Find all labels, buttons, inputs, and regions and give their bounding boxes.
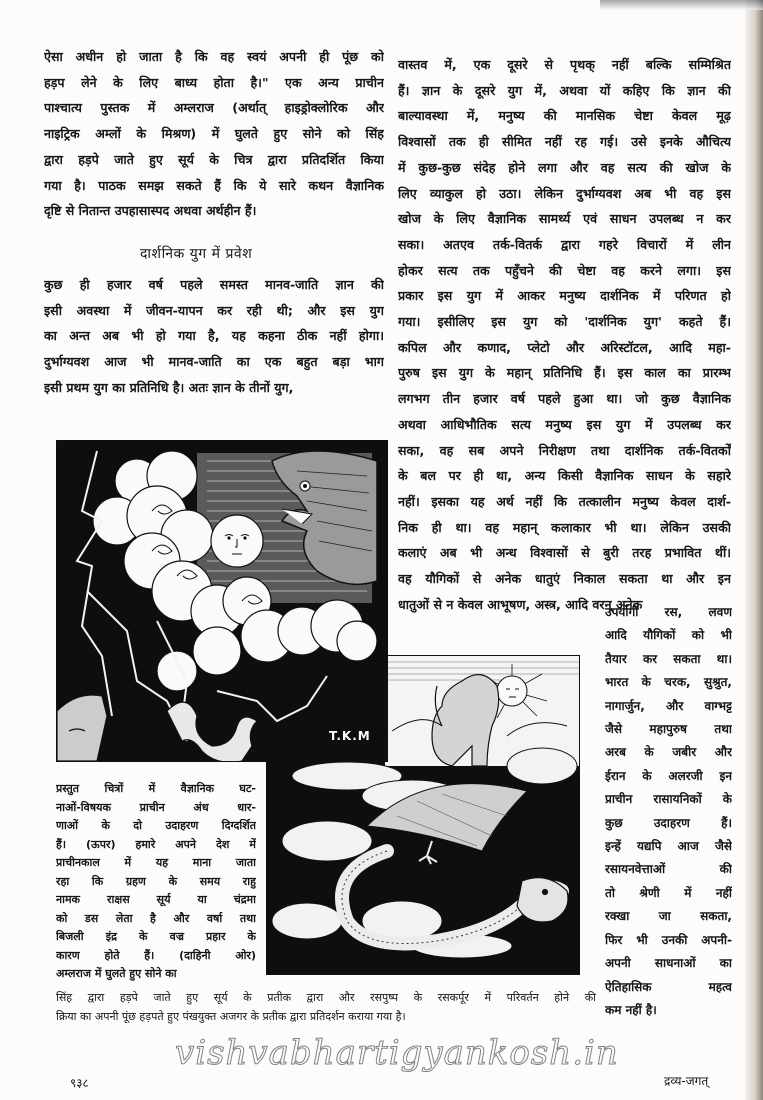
text-line: प्राचीनकाल में यह माना जाता	[56, 856, 256, 869]
text-line: खोज के लिए वैज्ञानिक सामर्थ्य एवं साधन उपलब्ध न कर	[398, 211, 731, 227]
text-line: तैयार कर सकता था।	[605, 651, 732, 666]
text-line: भारत के चरक, सुश्रुत,	[605, 675, 732, 690]
text-line: जैसे महापुरुष तथा	[605, 722, 732, 737]
text-line: में कुछ-कुछ संदेह होने लगा और वह सत्य की खोज के	[398, 159, 731, 175]
text-line: कपिल और कणाद, प्लेटो और अरिस्टॉटल, आदि महा-	[398, 339, 731, 355]
text-line: इसी अवस्था में जीवन-यापन कर रही थी; और इस युग	[44, 302, 384, 318]
text-line: नाओं-विषयक प्राचीन अंध धार-	[56, 800, 256, 814]
text-line: वास्तव में, एक दूसरे से पृथक् नहीं बल्कि सम्मिश्रित	[398, 57, 731, 72]
text-line: सका, वह सब अपने निरीक्षण तथा दार्शनिक तर्क-वितर्कों	[398, 442, 731, 458]
illustration-rahu-eclipse	[56, 440, 388, 762]
text-line: ऐतिहासिक महत्व	[605, 979, 732, 994]
section-heading: दार्शनिक युग में प्रवेश	[140, 246, 253, 262]
text-line: कुछ ही हजार वर्ष पहले समस्त मानव-जाति ज्ञान की	[44, 277, 384, 292]
text-line: रहा कि ग्रहण के समय राहु	[56, 874, 256, 888]
website-watermark: vishvabhartigyankosh.in	[175, 1033, 619, 1073]
text-line: प्राचीन रासायनिकों के	[605, 792, 732, 807]
text-line: रसायनवेत्ताओं की	[605, 862, 732, 877]
text-line: हैं। (ऊपर) हमारे अपने देश में	[56, 837, 256, 851]
text-line: फिर भी उनकी अपनी-	[605, 932, 732, 947]
text-line: लिए व्याकुल हो उठा। लेकिन दुर्भाग्यवश अब भी वह इस	[398, 185, 731, 201]
text-line: होकर सत्य तक पहुँचने की चेष्टा वह करने लगा। इस	[398, 262, 731, 278]
text-line: पाश्चात्य पुस्तक में अम्लराज (अर्थात् हाइड्रोक्लोरिक और	[44, 100, 384, 116]
text-line: अथवा आधिभौतिक सत्य मनुष्य इस युग में उपलब्ध कर	[398, 416, 731, 432]
text-line: कम नहीं है।	[605, 1002, 657, 1017]
page-number: ९३८	[70, 1076, 89, 1090]
page-edge-shadow	[745, 0, 763, 1100]
text-line: गया है। पाठक समझ सकते हैं कि ये सारे कथन वैज्ञानिक	[44, 177, 384, 193]
text-line: इसी प्रथम युग का प्रतिनिधि है। अतः ज्ञान के तीनों युग,	[44, 379, 294, 395]
running-title: द्रव्य-जगत्	[664, 1074, 709, 1088]
book-binding-shadow	[600, 0, 763, 10]
text-line: कारण होते हैं। (दाहिनी ओर)	[56, 948, 256, 962]
illustrator-credit-top: T.K.M	[329, 729, 371, 743]
text-line: लगभग तीन हजार वर्ष पहले हुआ था। जो कुछ वैज्ञानिक	[398, 391, 731, 407]
text-line: पुरुष इस युग के महान् प्रतिनिधि हैं। इस काल का प्रारम्भ	[398, 365, 731, 381]
left-column-top-text	[44, 44, 384, 224]
left-column-mid-text	[44, 272, 384, 401]
text-line: रक्खा जा सकता,	[605, 909, 732, 924]
text-line: द्वारा हड़पे जाते हुए सूर्य के चित्र द्वारा प्रतिदर्शित किया	[44, 151, 384, 167]
text-line: वह यौगिकों से अनेक धातुएं निकाल सकता था और इन	[398, 571, 731, 587]
text-line: गया। इसीलिए इस युग को 'दार्शनिक युग' कहते हैं।	[398, 314, 731, 330]
text-line: दृष्टि से नितान्त उपहासास्पद अथवा अर्थहीन हैं।	[44, 203, 257, 219]
text-line: सका। अतएव तर्क-वितर्क द्वारा गहरे विचारों में लीन	[398, 236, 731, 252]
text-line: नाइट्रिक अम्लों के मिश्रण) में घुलते हुए सोने को सिंह	[44, 126, 384, 142]
text-line: का अन्त अब भी हो गया है, यह कहना ठीक नहीं होगा।	[44, 328, 384, 344]
right-column-narrow-text	[605, 601, 732, 1022]
text-line: इन्हें यद्यपि आज जैसे	[605, 839, 732, 854]
text-line: प्रस्तुत चित्रों में वैज्ञानिक घट-	[56, 782, 256, 795]
text-line: आदि यौगिकों को भी	[605, 628, 732, 643]
text-line: दुर्भाग्यवश आज भी मानव-जाति का एक बहुत बड़ा भाग	[44, 354, 384, 370]
right-column-text	[398, 52, 731, 617]
text-line: नामक राक्षस सूर्य या चंद्रमा	[56, 893, 256, 906]
text-line: के बल पर ही था, अन्य किसी वैज्ञानिक साधन के सहारे	[398, 468, 731, 484]
text-line: बाल्यावस्था में, मनुष्य की मानसिक चेष्टा केवल मूढ़	[398, 108, 731, 124]
text-line: उपयोगी रस, लवण	[605, 605, 732, 619]
text-line: धातुओं से न केवल आभूषण, अस्त्र, आदि वरन् अनेक	[398, 596, 643, 612]
text-line: कुछ उदाहरण हैं।	[605, 815, 732, 830]
text-line: को डस लेता है और वर्षा तथा	[56, 911, 256, 925]
text-line: नहीं। इसका यह अर्थ नहीं कि तत्कालीन मनुष्य केवल दार्श-	[398, 493, 731, 509]
text-line: निक ही था। वह महान् कलाकार भी था। लेकिन उसकी	[398, 519, 731, 535]
crowned-figure	[57, 695, 107, 761]
text-line: ऐसा अधीन हो जाता है कि वह स्वयं अपनी ही पूंछ को	[44, 49, 384, 64]
text-line: अरब के जबीर और	[605, 745, 732, 760]
text-line: हड़प लेने के लिए बाध्य होता है।" एक अन्य प्राचीन	[44, 74, 384, 90]
text-line: सिंह द्वारा हड़पे जाते हुए सूर्य के प्रतीक द्वारा और रसपुष्प के रसकर्पूर में परिवर्तन होने की	[56, 991, 596, 1004]
text-line: प्रकार इस युग में आकर मनुष्य दार्शनिक में परिणत हो	[398, 288, 731, 304]
text-line: अपनी साधनाओं का	[605, 956, 732, 971]
text-line: अम्लराज में घुलते हुए सोने का	[56, 967, 177, 980]
text-line: हैं। ज्ञान के दूसरे युग में, अथवा यों कहिए कि ज्ञान की	[398, 82, 731, 98]
text-line: विश्वासों तक ही सीमित नहीं रह गई। उसे इनके औचित्य	[398, 134, 731, 150]
rahu-eclipse-drawing	[57, 441, 387, 761]
figure-caption-continued	[56, 988, 596, 1026]
text-line: णाओं के दो उदाहरण दिग्दर्शित	[56, 819, 256, 832]
text-line: बिजली इंद्र के वज्र प्रहार के	[56, 930, 256, 943]
text-line: तो श्रेणी में नहीं	[605, 885, 732, 900]
text-line: ईरान के अलरजी इन	[605, 768, 732, 783]
text-line: कलाएं अब भी अन्ध विश्वासों से बुरी तरह प्रभावित थीं।	[398, 545, 731, 561]
figure-caption	[56, 780, 256, 984]
text-line: क्रिया का अपनी पूंछ हड़पते हुए पंखयुक्त अजगर के प्रतीक द्वारा प्रतिदर्शन कराया गया है।	[56, 1010, 406, 1023]
sun-face	[211, 515, 263, 567]
text-line: नागार्जुन, और वाग्भट्ट	[605, 698, 732, 713]
